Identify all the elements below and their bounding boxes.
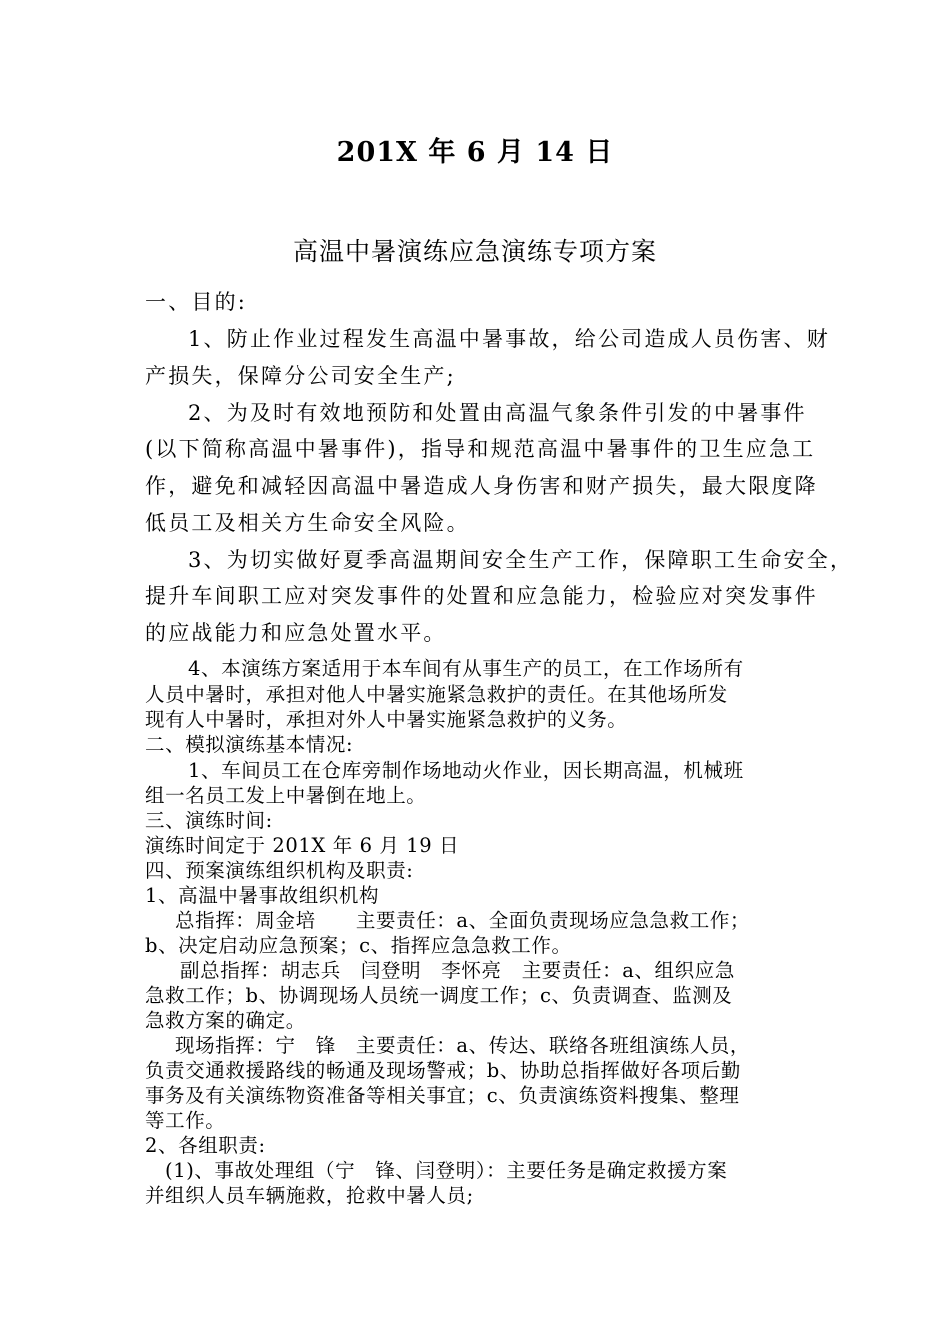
- paragraph-line: b、决定启动应急预案；c、指挥应急急救工作。: [145, 934, 572, 957]
- paragraph-line: 人员中暑时，承担对他人中暑实施紧急救护的责任。在其他场所发: [145, 683, 728, 706]
- paragraph-line: (以下简称高温中暑事件)，指导和规范高温中暑事件的卫生应急工: [145, 437, 816, 461]
- paragraph-line: 并组织人员车辆施救，抢救中暑人员;: [145, 1184, 474, 1207]
- paragraph-line: 组一名员工发上中暑倒在地上。: [145, 784, 427, 807]
- paragraph-line: 2、为及时有效地预防和处置由高温气象条件引发的中暑事件: [188, 401, 807, 425]
- paragraph-line: 1、防止作业过程发生高温中暑事故，给公司造成人员伤害、财: [188, 327, 830, 351]
- paragraph-line: 产损失，保障分公司安全生产;: [145, 364, 456, 388]
- paragraph-line: 总指挥：周金培 主要责任：a、全面负责现场应急急救工作；: [175, 909, 751, 932]
- subsection-heading: 1、高温中暑事故组织机构: [145, 884, 380, 907]
- paragraph-line: 演练时间定于 201X 年 6 月 19 日: [145, 834, 460, 857]
- paragraph-line: 现有人中暑时，承担对外人中暑实施紧急救护的义务。: [145, 708, 628, 731]
- paragraph-line: 1、车间员工在仓库旁制作场地动火作业，因长期高温，机械班: [188, 759, 744, 782]
- paragraph-line: 4、本演练方案适用于本车间有从事生产的员工，在工作场所有: [188, 657, 744, 680]
- paragraph-line: 低员工及相关方生命安全风险。: [145, 511, 470, 535]
- paragraph-line: 急救方案的确定。: [145, 1009, 306, 1032]
- paragraph-line: 的应战能力和应急处置水平。: [145, 621, 447, 645]
- paragraph-line: 作，避免和减轻因高温中暑造成人身伤害和财产损失，最大限度降: [145, 474, 818, 498]
- date-heading: 201X 年 6 月 14 日: [336, 137, 614, 168]
- section-heading-purpose: 一、目的:: [145, 290, 248, 314]
- section-heading-organization: 四、预案演练组织机构及职责:: [145, 859, 414, 882]
- paragraph-line: 事务及有关演练物资准备等相关事宜；c、负责演练资料搜集、整理: [145, 1084, 740, 1107]
- section-heading-scenario: 二、模拟演练基本情况:: [145, 733, 354, 756]
- paragraph-line: 现场指挥：宁 锋 主要责任：a、传达、联络各班组演练人员，: [175, 1034, 751, 1057]
- section-heading-time: 三、演练时间:: [145, 809, 273, 832]
- paragraph-line: 提升车间职工应对突发事件的处置和应急能力，检验应对突发事件: [145, 584, 818, 608]
- paragraph-line: 急救工作；b、协调现场人员统一调度工作；c、负责调查、监测及: [145, 984, 733, 1007]
- document-title: 高温中暑演练应急演练专项方案: [292, 237, 657, 266]
- subsection-heading: 2、各组职责:: [145, 1134, 266, 1157]
- paragraph-line: 副总指挥：胡志兵 闫登明 李怀亮 主要责任：a、组织应急: [180, 959, 735, 982]
- paragraph-line: 3、为切实做好夏季高温期间安全生产工作，保障职工生命安全，: [188, 548, 854, 572]
- paragraph-line: 等工作。: [145, 1109, 226, 1132]
- paragraph-line: 负责交通救援路线的畅通及现场警戒；b、协助总指挥做好各项后勤: [145, 1059, 741, 1082]
- paragraph-line: (1)、事故处理组（宁 锋、闫登明）：主要任务是确定救援方案: [165, 1159, 728, 1182]
